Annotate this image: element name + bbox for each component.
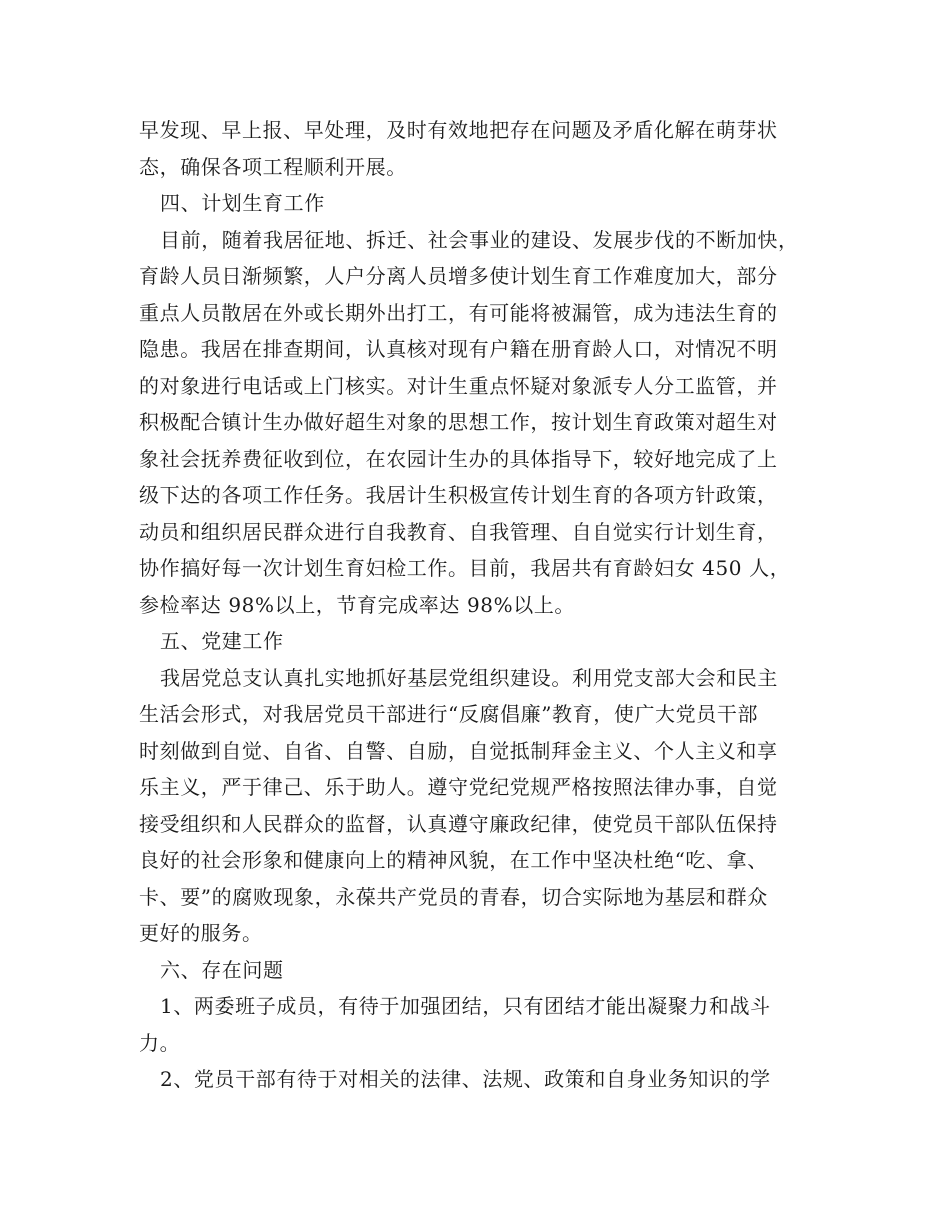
- paragraph-line: 协作搞好每一次计划生育妇检工作。目前，我居共有育龄妇女 450 人，: [139, 556, 791, 580]
- paragraph-line: 育龄人员日渐频繁，人户分离人员增多使计划生育工作难度加大，部分: [139, 264, 778, 288]
- paragraph-line: 卡、要”的腐败现象，永葆共产党员的青春，切合实际地为基层和群众: [139, 884, 768, 909]
- paragraph-line: 动员和组织居民群众进行自我教育、自我管理、自自觉实行计划生育，: [139, 519, 778, 544]
- list-item-line: 力。: [139, 1030, 181, 1055]
- paragraph-line: 良好的社会形象和健康向上的精神风貌，在工作中坚决杜绝“吃、拿、: [139, 848, 768, 872]
- paragraph-line: 重点人员散居在外或长期外出打工，有可能将被漏管，成为违法生育的: [139, 300, 778, 325]
- section-heading: 五、党建工作: [160, 629, 284, 653]
- paragraph-line: 更好的服务。: [139, 921, 263, 945]
- paragraph-line: 时刻做到自觉、自省、自警、自励，自觉抵制拜金主义、个人主义和享: [139, 738, 778, 763]
- document-body: [139, 112, 819, 1098]
- paragraph-line: 级下达的各项工作任务。我居计生积极宣传计划生育的各项方针政策，: [139, 483, 778, 507]
- paragraph-line: 乐主义，严于律己、乐于助人。遵守党纪党规严格按照法律办事，自觉: [139, 775, 778, 799]
- paragraph-line: 参检率达 98%以上，节育完成率达 98%以上。: [139, 592, 576, 617]
- paragraph-line: 生活会形式，对我居党员干部进行“反腐倡廉”教育，使广大党员干部: [139, 702, 759, 726]
- list-item-line: 2、党员干部有待于对相关的法律、法规、政策和自身业务知识的学: [160, 1067, 771, 1091]
- paragraph-line: 的对象进行电话或上门核实。对计生重点怀疑对象派专人分工监管，并: [139, 373, 778, 398]
- paragraph-line: 积极配合镇计生办做好超生对象的思想工作，按计划生育政策对超生对: [139, 410, 778, 434]
- list-item-line: 1、两委班子成员，有待于加强团结，只有团结才能出凝聚力和战斗: [160, 994, 771, 1018]
- paragraph-line: 接受组织和人民群众的监督，认真遵守廉政纪律，使党员干部队伍保持: [139, 811, 778, 836]
- paragraph-line: 我居党总支认真扎实地抓好基层党组织建设。利用党支部大会和民主: [160, 665, 778, 690]
- paragraph-line: 隐患。我居在排查期间，认真核对现有户籍在册育龄人口，对情况不明: [139, 337, 778, 361]
- paragraph-line: 早发现、早上报、早处理，及时有效地把存在问题及矛盾化解在萌芽状: [139, 118, 778, 142]
- paragraph-line: 态，确保各项工程顺利开展。: [139, 154, 407, 179]
- section-heading: 四、计划生育工作: [160, 191, 325, 215]
- section-heading: 六、存在问题: [160, 957, 284, 982]
- paragraph-line: 目前，随着我居征地、拆迁、社会事业的建设、发展步伐的不断加快，: [160, 227, 799, 252]
- paragraph-line: 象社会抚养费征收到位，在农园计生办的具体指导下，较好地完成了上: [139, 446, 778, 471]
